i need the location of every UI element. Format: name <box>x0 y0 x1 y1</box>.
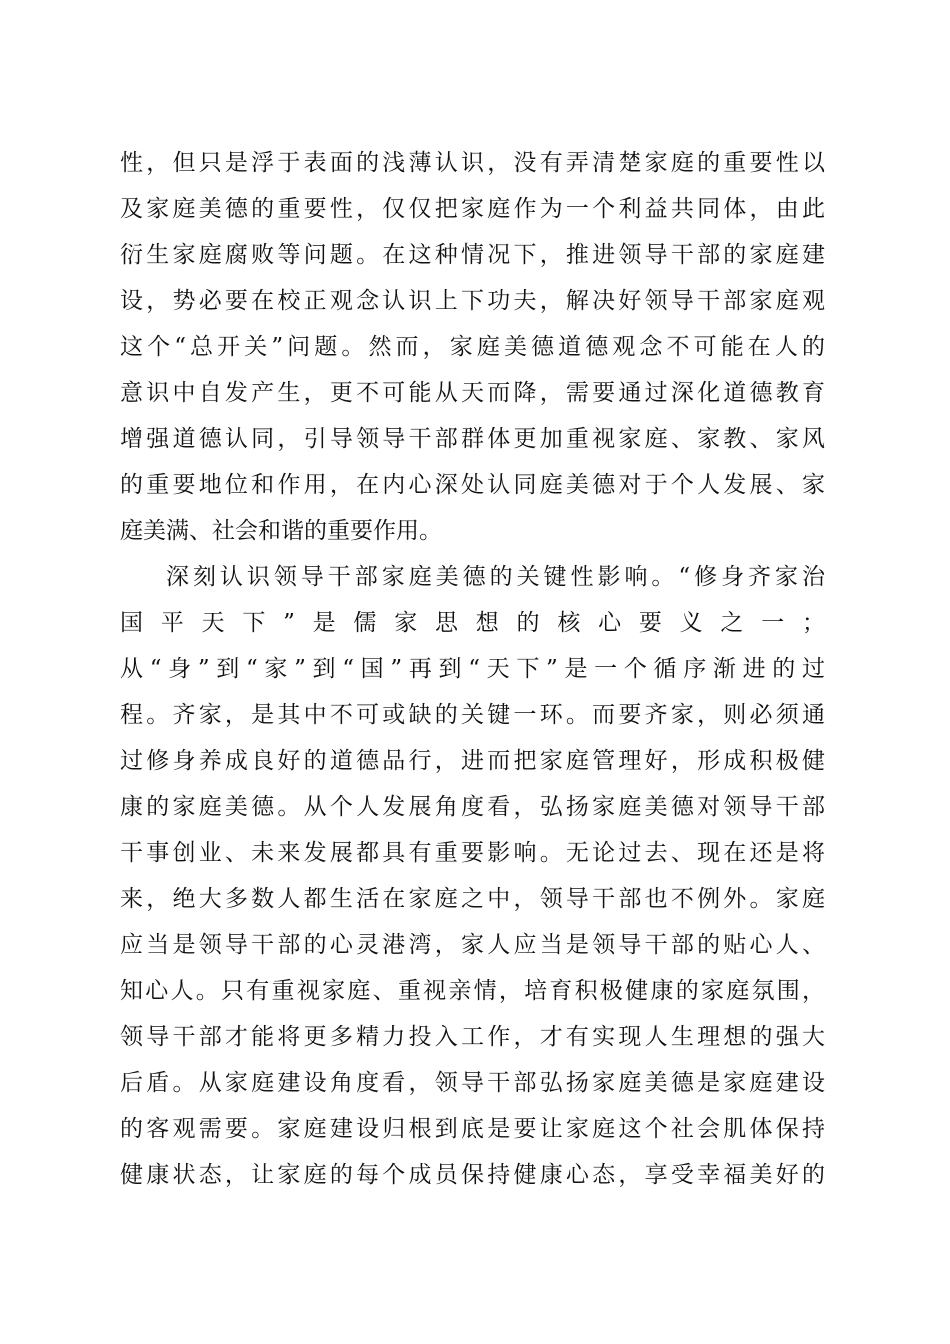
text-line: 的客观需要。家庭建设归根到底是要让家庭这个社会肌体保持 <box>120 1116 825 1142</box>
text-line: 知心人。只有重视家庭、重视亲情，培育积极健康的家庭氛围， <box>120 978 825 1004</box>
text-line: 意识中自发产生，更不可能从天而降，需要通过深化道德教育 <box>120 380 825 406</box>
text-line: 的重要地位和作用，在内心深处认同庭美德对于个人发展、家 <box>120 472 825 498</box>
paragraph-2 <box>120 554 825 1198</box>
text-line: 及家庭美德的重要性，仅仅把家庭作为一个利益共同体，由此 <box>120 196 825 222</box>
text-line: 过修身养成良好的道德品行，进而把家庭管理好，形成积极健 <box>120 748 825 774</box>
text-line: 性，但只是浮于表面的浅薄认识，没有弄清楚家庭的重要性以 <box>120 150 825 176</box>
text-line: 这个“总开关”问题。然而，家庭美德道德观念不可能在人的 <box>120 334 825 360</box>
text-line: 国平天下”是儒家思想的核心要义之一； <box>120 610 825 636</box>
text-line: 健康状态，让家庭的每个成员保持健康心态，享受幸福美好的 <box>120 1162 825 1188</box>
body-text <box>120 140 825 1198</box>
text-line: 后盾。从家庭建设角度看，领导干部弘扬家庭美德是家庭建设 <box>120 1070 825 1096</box>
text-line: 来，绝大多数人都生活在家庭之中，领导干部也不例外。家庭 <box>120 886 825 912</box>
text-line: 康的家庭美德。从个人发展角度看，弘扬家庭美德对领导干部 <box>120 794 825 820</box>
text-line: 应当是领导干部的心灵港湾，家人应当是领导干部的贴心人、 <box>120 932 825 958</box>
text-line: 干事创业、未来发展都具有重要影响。无论过去、现在还是将 <box>120 840 825 866</box>
text-line: 程。齐家，是其中不可或缺的关键一环。而要齐家，则必须通 <box>120 702 825 728</box>
text-line: 衍生家庭腐败等问题。在这种情况下，推进领导干部的家庭建 <box>120 242 825 268</box>
text-line: 从“身”到“家”到“国”再到“天下”是一个循序渐进的过 <box>120 656 825 682</box>
text-line: 深刻认识领导干部家庭美德的关键性影响。“修身齐家治 <box>166 564 825 590</box>
text-line: 增强道德认同，引导领导干部群体更加重视家庭、家教、家风 <box>120 426 825 452</box>
paragraph-1 <box>120 140 825 554</box>
text-line: 庭美满、社会和谐的重要作用。 <box>120 518 442 544</box>
text-line: 领导干部才能将更多精力投入工作，才有实现人生理想的强大 <box>120 1024 825 1050</box>
text-line: 设，势必要在校正观念认识上下功夫，解决好领导干部家庭观 <box>120 288 825 314</box>
